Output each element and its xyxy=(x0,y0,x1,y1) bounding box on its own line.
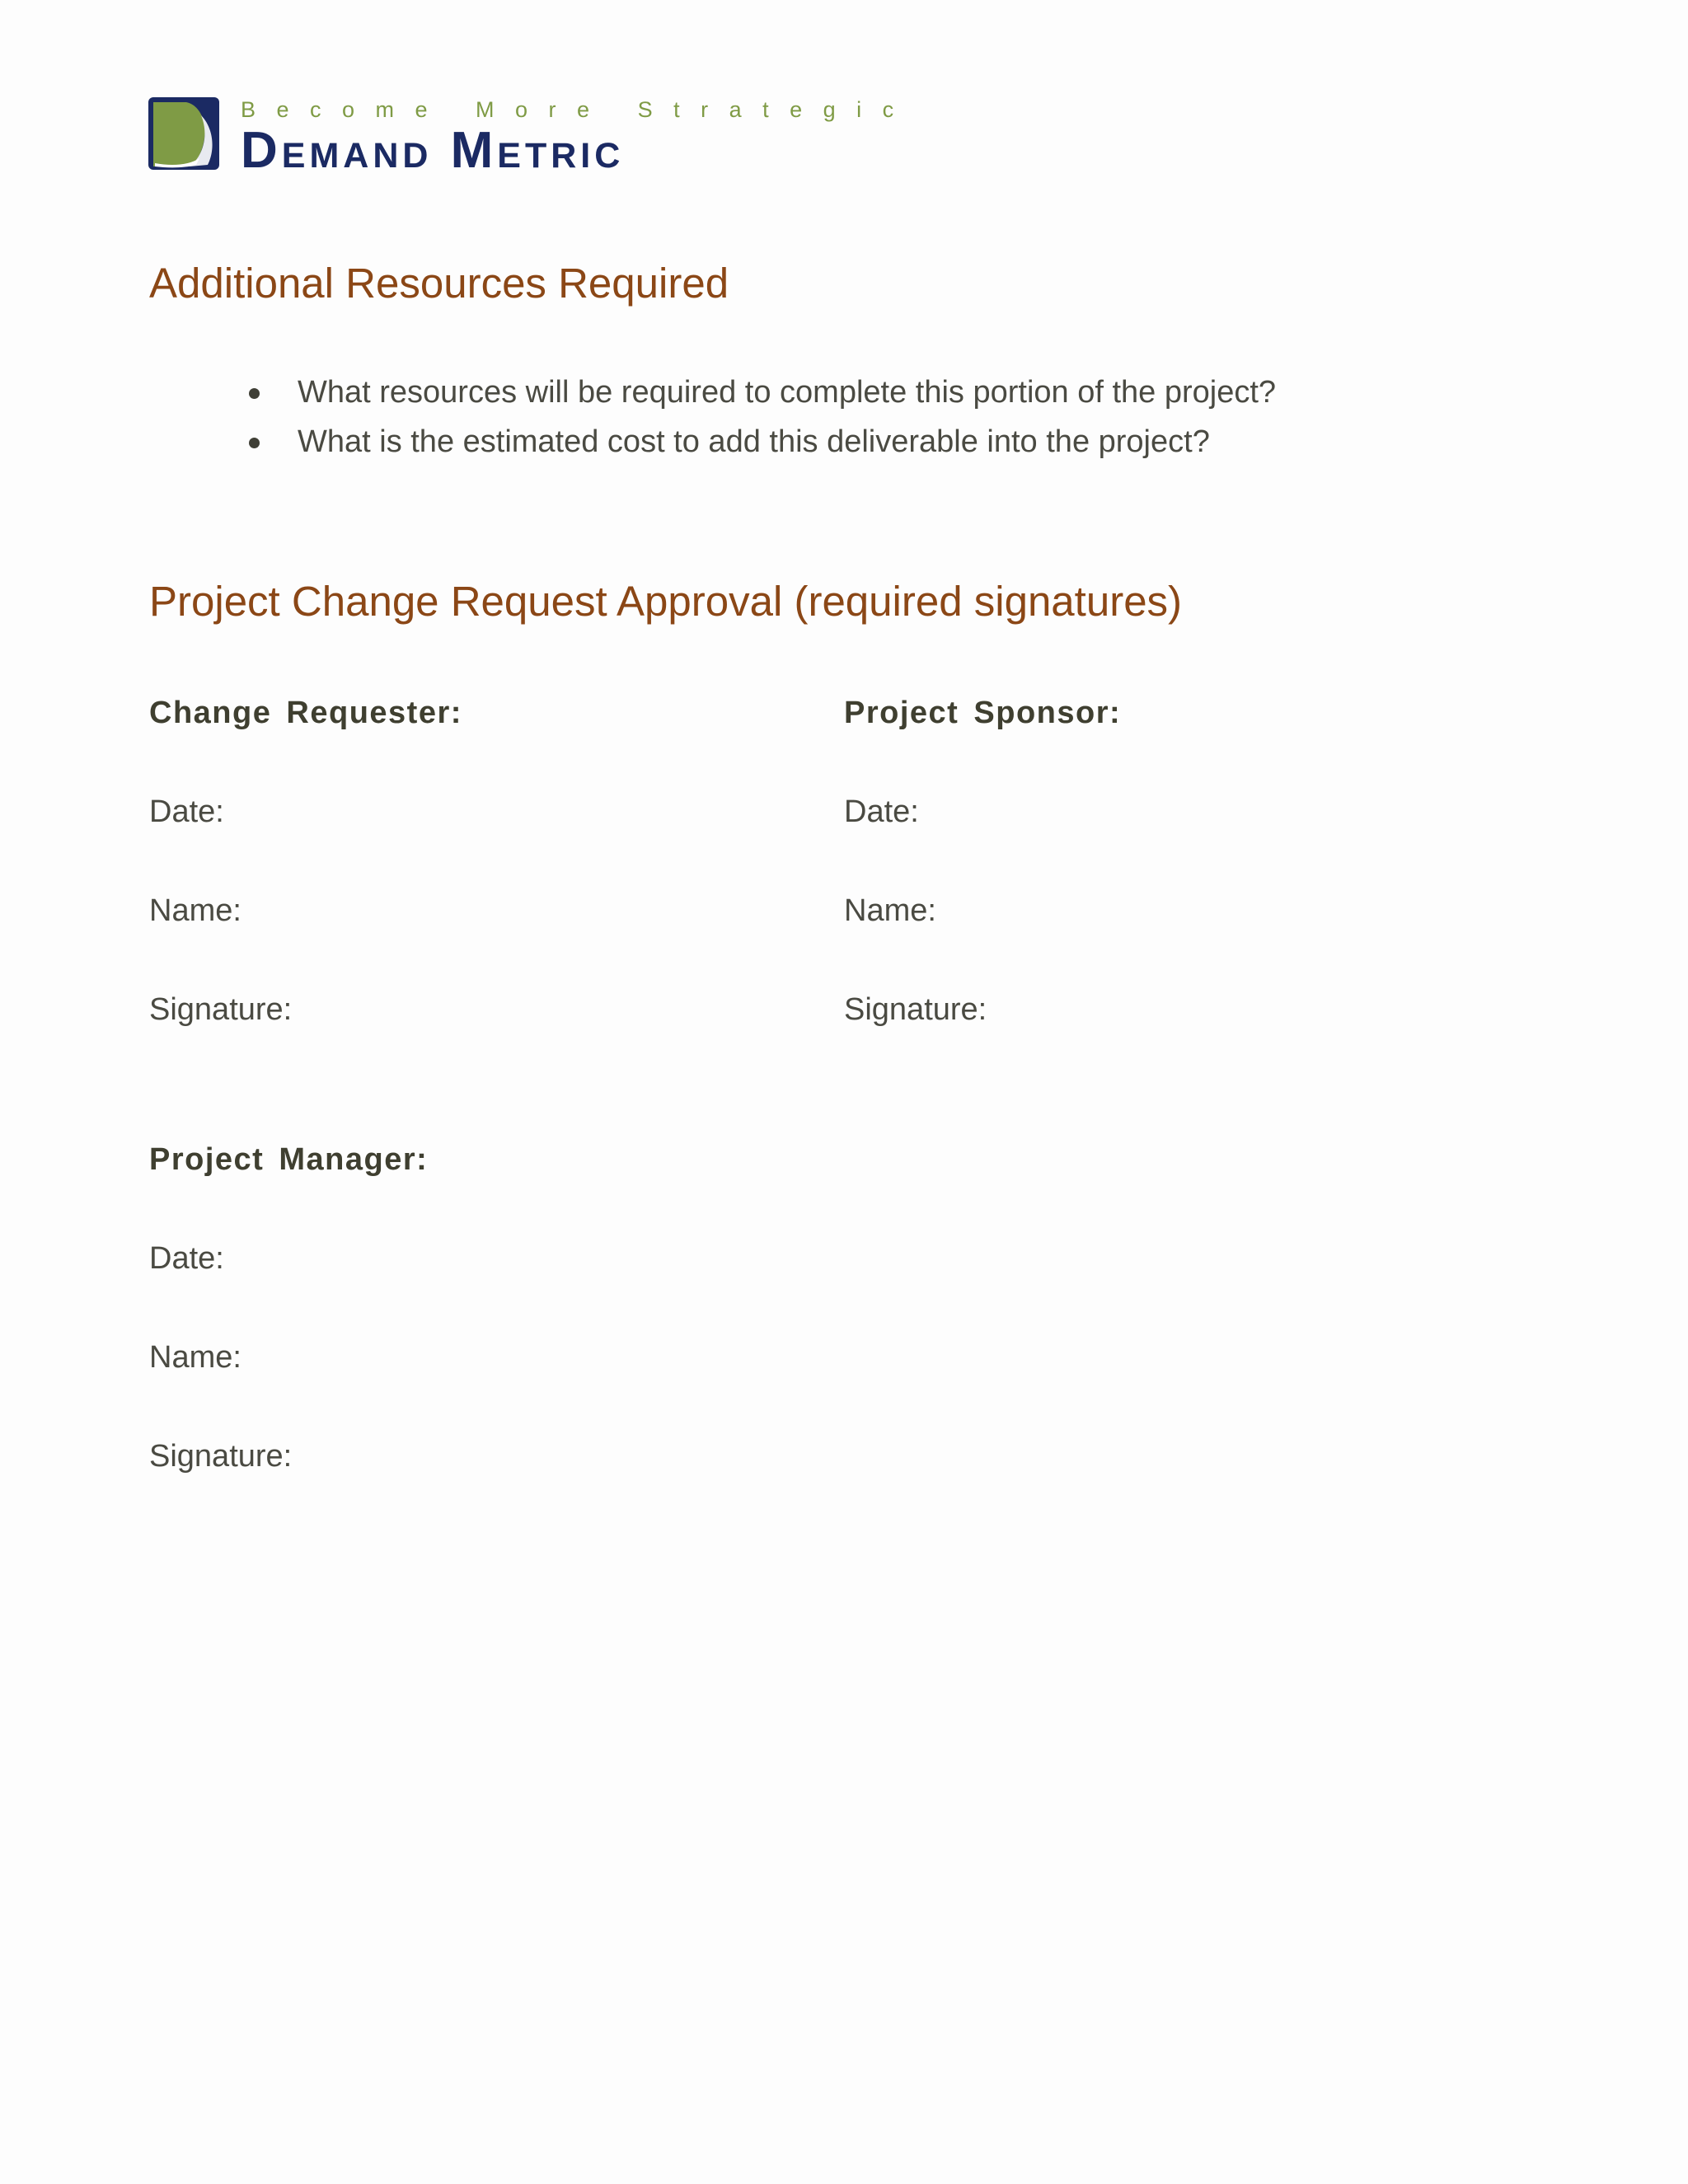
resources-question-text: What resources will be required to complete this portion of the project? xyxy=(298,375,1277,410)
change-requester-signature-block xyxy=(149,692,726,1030)
bullet-icon xyxy=(249,388,260,399)
sponsor-name-label: Name: xyxy=(844,893,936,928)
manager-name-label: Name: xyxy=(149,1340,241,1375)
sponsor-signature-label: Signature: xyxy=(844,992,987,1027)
section-heading-additional-resources: Additional Resources Required xyxy=(149,260,729,307)
demand-metric-logo-mark-icon xyxy=(148,97,219,170)
sponsor-date-label: Date: xyxy=(844,794,919,829)
requester-date-label: Date: xyxy=(149,794,224,829)
manager-signature-label: Signature: xyxy=(149,1439,293,1474)
requester-signature-label: Signature: xyxy=(149,992,293,1027)
demand-metric-logo xyxy=(148,97,915,179)
project-sponsor-title: Project Sponsor: xyxy=(844,696,1122,730)
bullet-icon xyxy=(249,438,260,448)
project-sponsor-signature-block xyxy=(844,692,1421,1030)
list-item xyxy=(247,417,1276,466)
logo-brand-name: Demand Metric xyxy=(241,122,625,179)
list-item xyxy=(247,368,1276,417)
section-heading-approval: Project Change Request Approval (required signatures) xyxy=(149,578,1183,625)
requester-name-label: Name: xyxy=(149,893,241,928)
resources-question-list xyxy=(247,368,1276,466)
manager-date-label: Date: xyxy=(149,1241,224,1276)
project-manager-signature-block xyxy=(149,1139,726,1477)
change-requester-title: Change Requester: xyxy=(149,696,462,730)
project-manager-title: Project Manager: xyxy=(149,1142,429,1177)
logo-tagline: Become More Strategic xyxy=(241,97,915,122)
cost-question-text: What is the estimated cost to add this deliverable into the project? xyxy=(298,424,1210,459)
